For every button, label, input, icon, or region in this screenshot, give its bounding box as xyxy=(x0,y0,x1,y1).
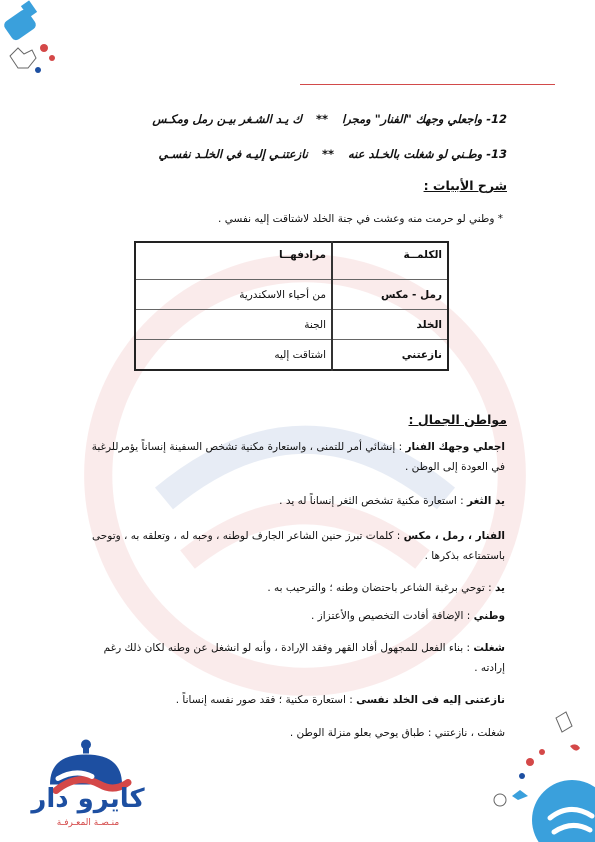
beauty-term: يد الثغر xyxy=(467,495,505,507)
explanation-heading: شرح الأبيات : xyxy=(423,178,507,193)
beauty-item xyxy=(85,638,505,678)
beauty-item xyxy=(85,526,505,566)
beauty-item xyxy=(85,437,505,477)
explanation-intro: * وطني لو حرمت منه وعشت في جنة الخلد لاشتاقت إليه نفسي . xyxy=(218,213,503,225)
beauty-text: : كلمات تبرز حنين الشاعر الجارف لوطنه ، وحبه له ، وتعلقه به ، وتوحى باستمتاعه بذكرها . xyxy=(92,530,505,562)
brand-logo-icon xyxy=(28,710,148,835)
beauty-term: شغلت xyxy=(473,642,505,654)
beauty-term: نازعتنى إليه فى الخلد نفسى xyxy=(356,694,505,706)
beauty-text: : الإضافة أفادت التخصيص والأعتزاز . xyxy=(311,610,474,622)
beauty-item xyxy=(85,690,505,710)
beauty-item xyxy=(85,491,505,511)
brand-name: كايرو دار xyxy=(31,784,145,814)
verse-12-second-half: ك يـد الشـغر بيـن رمل ومكـس xyxy=(152,112,302,126)
table-row xyxy=(135,340,448,371)
verse-separator: ** xyxy=(321,147,334,161)
beauty-text: : توحي برغبة الشاعر باحتضان وطنه ؛ والترحيب به . xyxy=(267,582,495,594)
table-header-row xyxy=(135,242,448,280)
header-meaning: مرادفهــا xyxy=(135,242,332,280)
vocabulary-table xyxy=(134,241,449,371)
table-cell-meaning: من أحياء الاسكندرية xyxy=(135,280,332,310)
beauty-text: شغلت ، نازعتني : طباق يوحي بعلو منزلة الوطن . xyxy=(289,727,505,739)
table-row xyxy=(135,280,448,310)
beauty-term: وطني xyxy=(473,610,505,622)
beauty-text: : استعارة مكنية ؛ فقد صور نفسه إنساناً . xyxy=(175,694,357,706)
table-cell-word: رمل - مكس xyxy=(332,280,448,310)
table-row xyxy=(135,310,448,340)
brand-tagline: منـصـة المعـرفـة xyxy=(56,818,120,828)
verse-13-first-half: 13- وطـني لو شغلت بالخـلد عنه xyxy=(347,147,507,161)
corner-decoration-bottom-right xyxy=(470,690,595,842)
top-divider xyxy=(300,84,555,85)
beauty-item xyxy=(85,723,505,743)
header-word: الكلمــة xyxy=(332,242,448,280)
verse-separator: ** xyxy=(315,112,329,126)
beauty-item xyxy=(85,578,505,598)
table-cell-meaning: اشتاقت إليه xyxy=(135,340,332,371)
verse-13 xyxy=(87,147,507,161)
beauty-term: الفنار ، رمل ، مكس xyxy=(403,530,505,542)
verse-13-second-half: نازعتنـي إليـه في الخلـد نفسـي xyxy=(158,147,308,161)
beauty-term: يد xyxy=(494,582,505,594)
beauty-text: : إنشائي أمر للتمنى ، واستعارة مكنية تشخص السفينة إنساناً يؤمرللرغبة في العودة إلى الوطن . xyxy=(91,441,505,473)
beauty-heading: مواطن الجمال : xyxy=(408,412,507,427)
beauty-term: اجعلي وجهك الفنار xyxy=(405,441,505,453)
verse-12-first-half: 12- واجعلي وجهك "الفنار" ومجرا xyxy=(342,112,507,126)
beauty-item xyxy=(85,606,505,626)
table-cell-word: نازعتني xyxy=(332,340,448,371)
verse-12 xyxy=(87,112,507,126)
table-cell-meaning: الجنة xyxy=(135,310,332,340)
beauty-text: : بناء الفعل للمجهول أفاد القهر وفقد الإرادة ، وأنه لو انشغل عن وطنه لكان ذلك رغم إرادته . xyxy=(103,642,505,674)
table-cell-word: الخلد xyxy=(332,310,448,340)
beauty-text: : استعارة مكنية تشخص الثغر إنساناً له يد . xyxy=(279,495,468,507)
corner-decoration-top-left xyxy=(0,0,70,80)
